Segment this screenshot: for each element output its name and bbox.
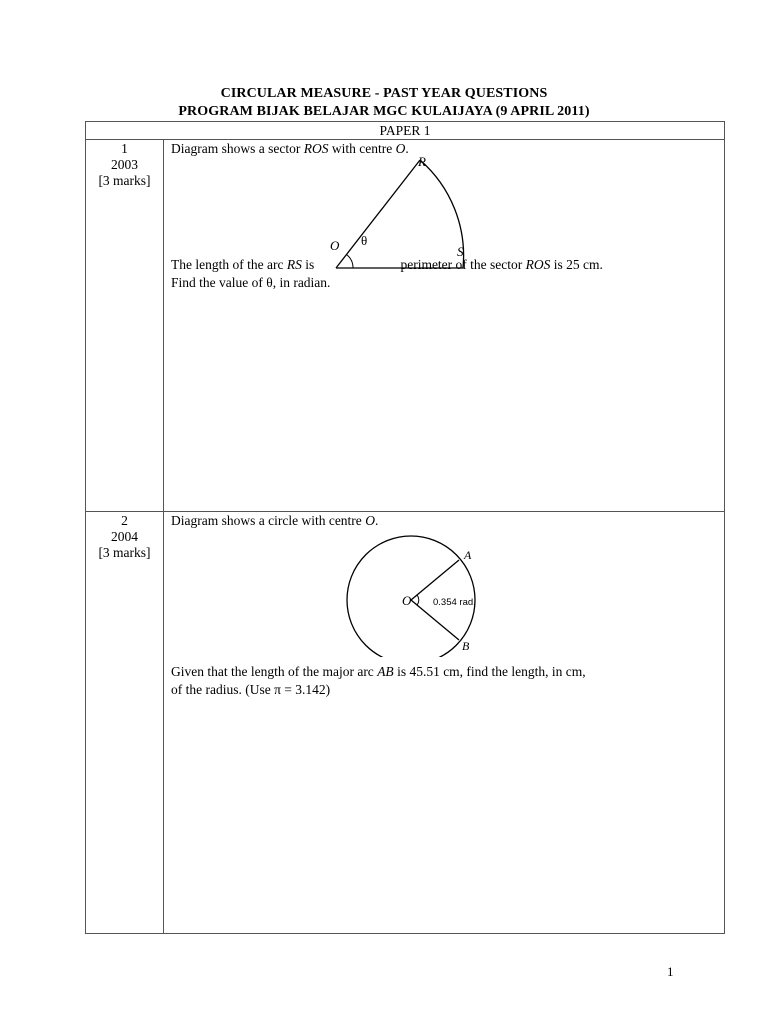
label-theta: θ	[361, 233, 368, 248]
question-marks: [3 marks]	[98, 545, 151, 560]
question-2-line-2: of the radius. (Use π = 3.142)	[171, 682, 331, 697]
question-year: 2004	[111, 529, 138, 544]
label-a: A	[464, 548, 472, 562]
questions-table	[85, 121, 725, 934]
label-b: B	[462, 639, 470, 653]
page-title-line-2: PROGRAM BIJAK BELAJAR MGC KULAIJAYA (9 APRIL 2011)	[178, 104, 590, 119]
question-marks: [3 marks]	[98, 173, 151, 188]
question-1-intro: Diagram shows a sector ROS with centre O.	[171, 141, 409, 156]
question-1-line-1: The length of the arc RS is perimeter of the sector ROS is 25 cm.	[171, 257, 603, 272]
question-1-meta	[86, 141, 163, 189]
obscured-text	[318, 257, 397, 272]
angle-mark	[417, 595, 419, 605]
label-o: O	[402, 593, 412, 608]
question-number: 1	[121, 141, 128, 156]
angle-label: 0.354 rad.	[433, 597, 476, 608]
label-r: R	[418, 154, 426, 169]
circle-diagram	[336, 532, 516, 657]
question-2-meta	[86, 513, 163, 561]
label-s: S	[457, 244, 464, 259]
question-number: 2	[121, 513, 128, 528]
column-divider	[163, 139, 164, 933]
question-2-line-1: Given that the length of the major arc AB is 45.51 cm, find the length, in cm,	[171, 664, 586, 679]
page-number: 1	[667, 964, 674, 979]
question-year: 2003	[111, 157, 138, 172]
question-2-intro: Diagram shows a circle with centre O.	[171, 513, 379, 528]
radius-or	[336, 160, 420, 268]
page-title-line-1: CIRCULAR MEASURE - PAST YEAR QUESTIONS	[220, 86, 548, 101]
question-1-line-2: Find the value of θ, in radian.	[171, 275, 331, 290]
radius-oa	[411, 560, 459, 600]
label-o: O	[330, 238, 340, 253]
paper-header: PAPER 1	[379, 123, 431, 138]
sector-diagram	[316, 152, 486, 302]
